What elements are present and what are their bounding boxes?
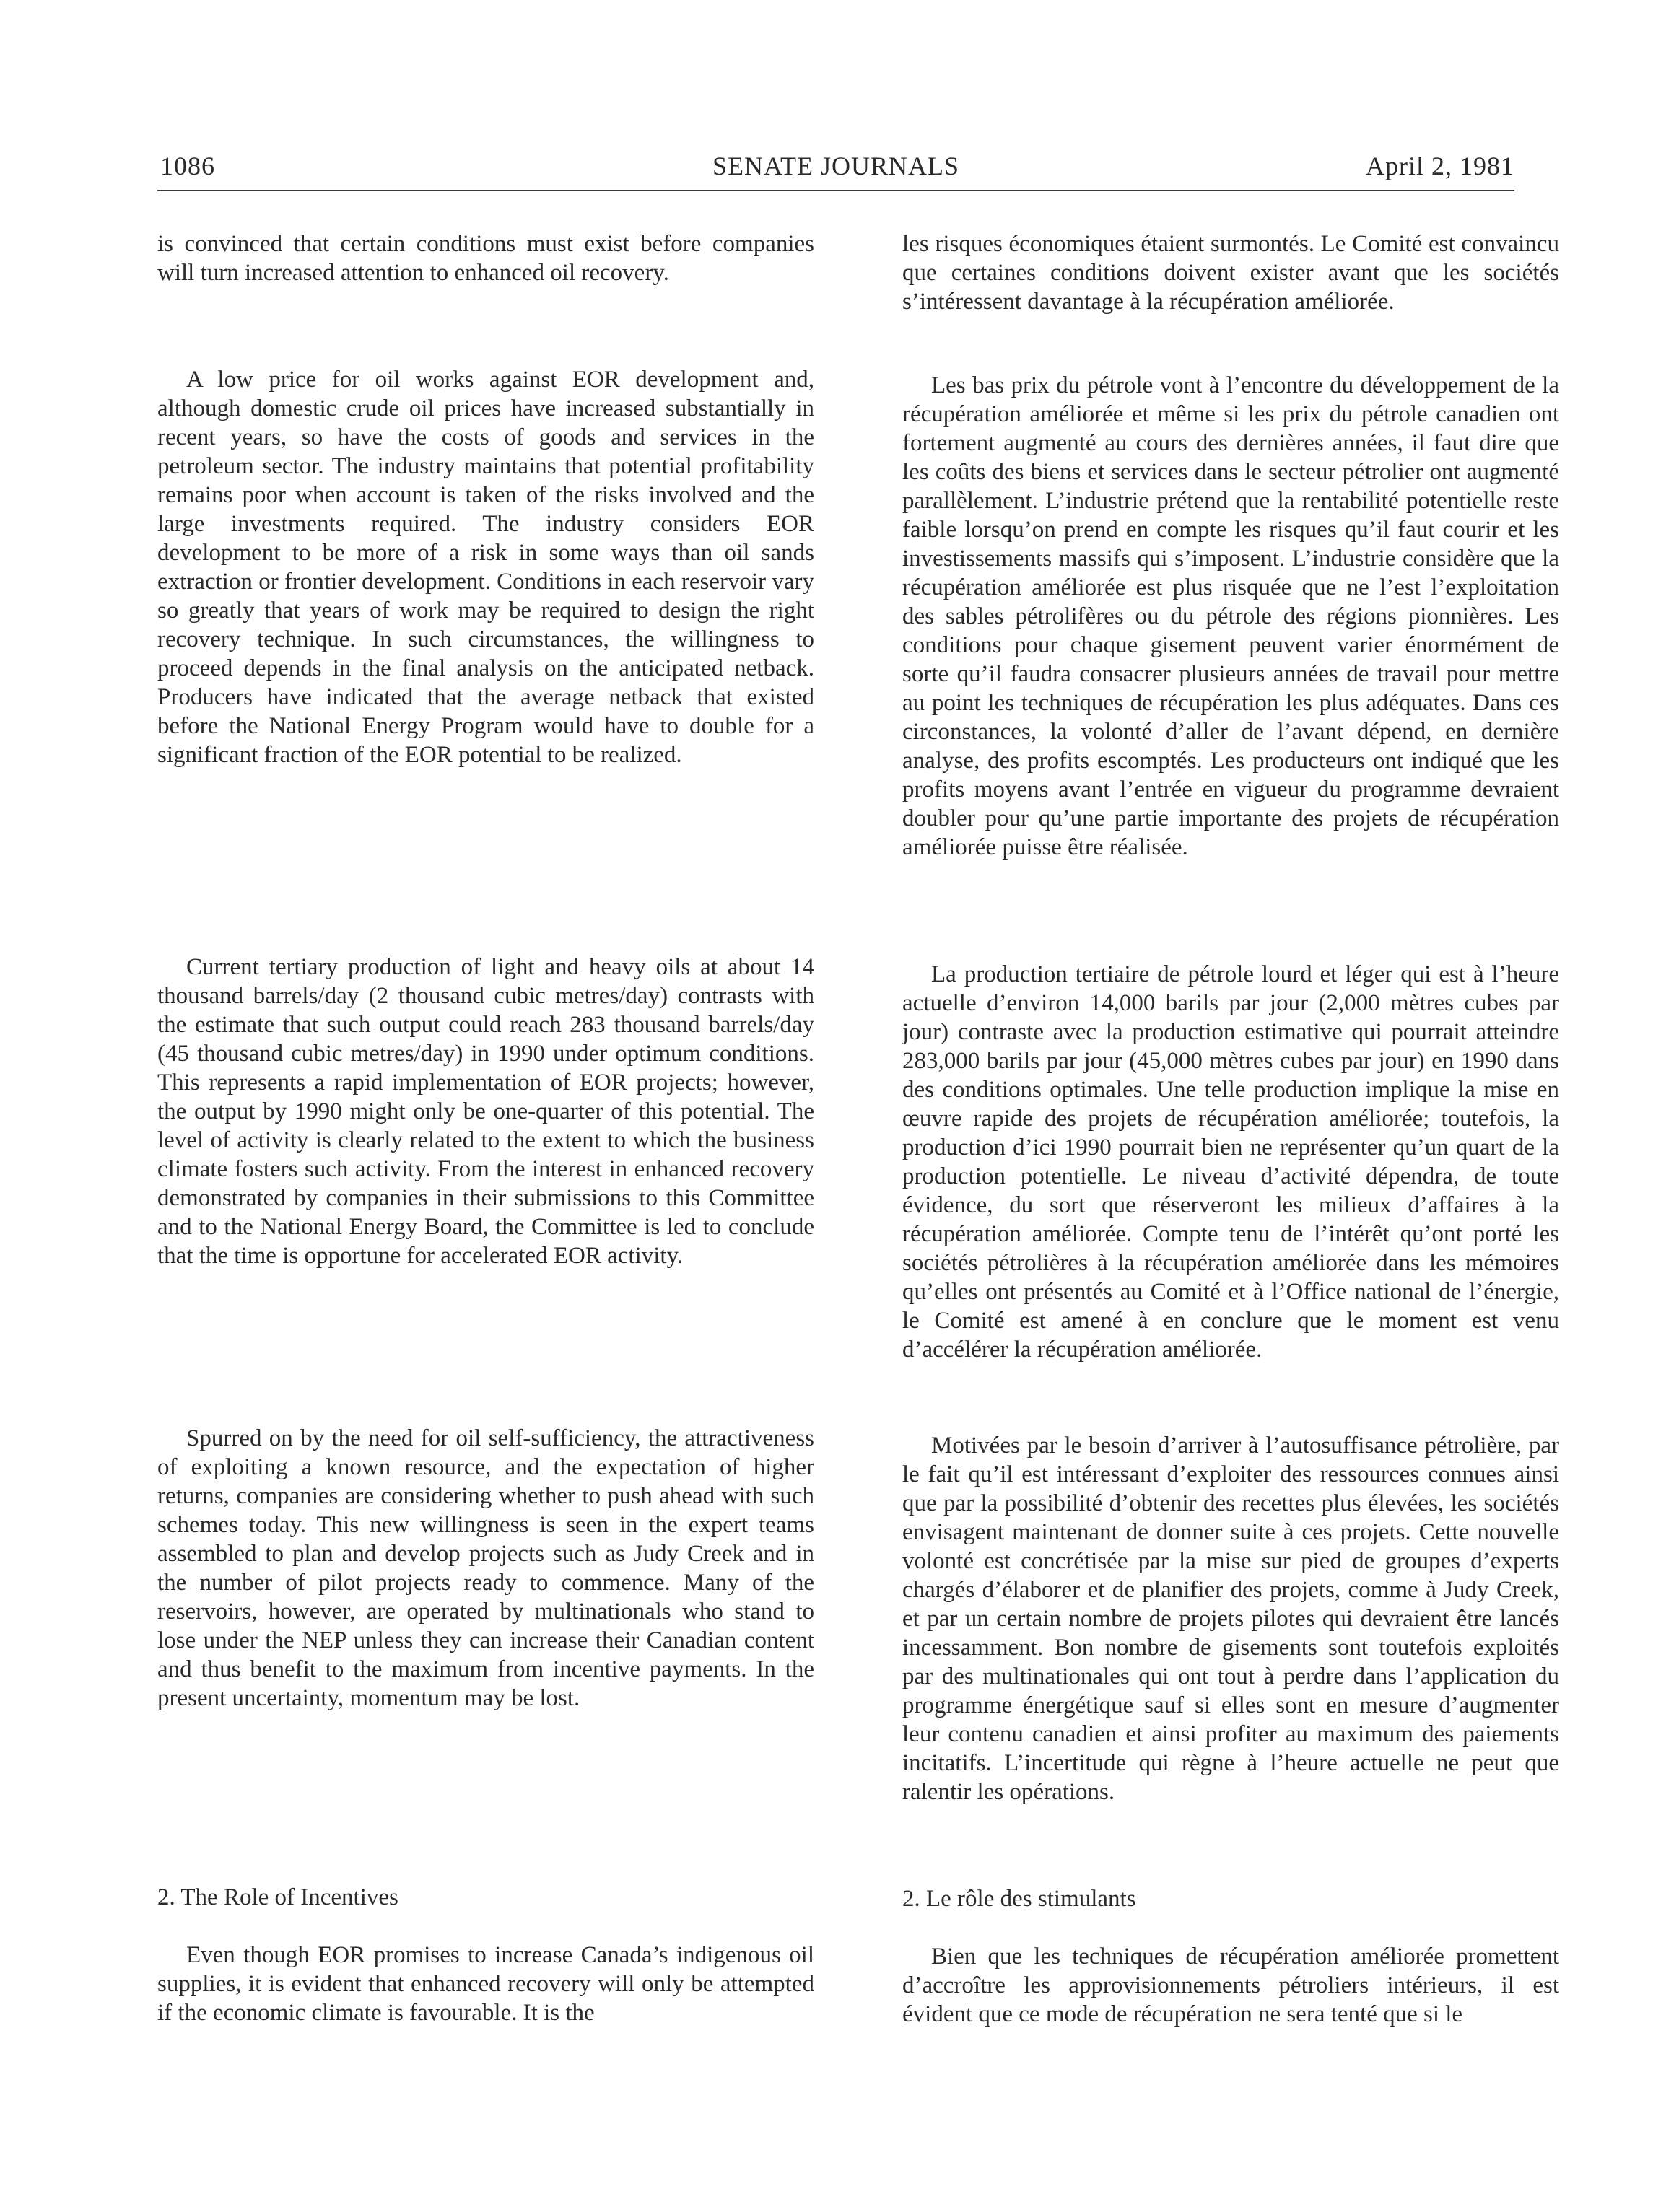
paragraph-fr-1: Les bas prix du pétrole vont à l’encontre du développement de la récupération améliorée et même si les prix du pétrole canadien ont fortement augmenté au cours des dernières années, il faut dire que les coûts des biens et services dans le secteur pétrolier ont augmenté parallèlement. L’industrie prétend que la rentabilité potentielle reste faible lorsqu’on prend en compte les risques qu’il faut courir et les investissements massifs qui s’imposent. L’industrie considère que la récupération améliorée est plus risquée que ne l’est l’exploitation des sables pétrolifères ou du pétrole des régions pionnières. Les conditions pour chaque gisement peuvent varier énormément de sorte qu’il faudra consacrer plusieurs années de travail pour mettre au point les techniques de récupération les plus adéquates. Dans ces circonstances, la volonté d’aller de l’avant dépend, en dernière analyse, des profits escomptés. Les producteurs ont indiqué que les profits moyens avant l’entrée en vigueur du programme devraient doubler pour qu’une partie importante des projets de récupération améliorée puisse être réalisée. — [902, 372, 1559, 860]
section-heading-en: 2. The Role of Incentives — [157, 1884, 398, 1910]
paragraph-en-2: Current tertiary production of light and heavy oils at about 14 thousand barrels/day (2 thousand cubic metres/day) contrasts with the estimate that such output could reach 283 thousand barrels/day (45 thousand cubic metres/day) in 1990 under optimum conditions. This represents a rapid implementation of EOR projects; however, the output by 1990 might only be one-quarter of this potential. The level of activity is clearly related to the extent to which the business climate fosters such activity. From the interest in enhanced recovery demonstrated by companies in their submissions to this Committee and to the National Energy Board, the Committee is led to conclude that the time is opportune for accelerated EOR activity. — [157, 954, 814, 1269]
page-date: April 2, 1981 — [1366, 152, 1514, 180]
paragraph-fr-0: les risques économiques étaient surmontés. Le Comité est convaincu que certaines conditions doivent exister avant que les sociétés s’intéressent davantage à la récupération améliorée. — [902, 231, 1559, 315]
paragraph-en-1: A low price for oil works against EOR development and, although domestic crude oil prices have increased substantially in recent years, so have the costs of goods and services in the petroleum sector. The industry maintains that potential profitability remains poor when account is taken of the risks involved and the large investments required. The industry considers EOR development to be more of a risk in some ways than oil sands extraction or frontier development. Conditions in each reservoir vary so greatly that years of work may be required to design the right recovery technique. In such circumstances, the willingness to proceed depends in the final analysis on the anticipated netback. Producers have indicated that the average netback that existed before the National Energy Program would have to double for a significant fraction of the EOR potential to be realized. — [157, 367, 814, 768]
paragraph-fr-2: La production tertiaire de pétrole lourd et léger qui est à l’heure actuelle d’environ 14,000 barils par jour (2,000 mètres cubes par jour) contraste avec la production estimative qui pourrait atteindre 283,000 barils par jour (45,000 mètres cubes par jour) en 1990 dans des conditions optimales. Une telle production implique la mise en œuvre rapide des projets de récupération améliorée; toutefois, la production d’ici 1990 pourrait bien ne représenter qu’un quart de la production potentielle. Le niveau d’activité dépendra, de toute évidence, du sort que réserveront les milieux d’affaires à la récupération améliorée. Compte tenu de l’intérêt qu’ont porté les sociétés pétrolières à la récupération améliorée dans les mémoires qu’elles ont présentés au Comité et à l’Office national de l’énergie, le Comité est amené à en conclure que le moment est venu d’accélérer la récupération améliorée. — [902, 961, 1559, 1363]
paragraph-fr-4: Bien que les techniques de récupération améliorée promettent d’accroître les approvisionnements pétroliers intérieurs, il est évident que ce mode de récupération ne sera tenté que si le — [902, 1944, 1559, 2027]
paragraph-en-4: Even though EOR promises to increase Canada’s indigenous oil supplies, it is evident that enhanced recovery will only be attempted if the economic climate is favourable. It is the — [157, 1942, 814, 2026]
section-heading-fr: 2. Le rôle des stimulants — [902, 1886, 1136, 1912]
journal-title: SENATE JOURNALS — [712, 152, 960, 180]
page-number: 1086 — [160, 152, 215, 180]
paragraph-en-3: Spurred on by the need for oil self-sufficiency, the attractiveness of exploiting a known resource, and the expectation of higher returns, companies are considering whether to push ahead with such schemes today. This new willingness is seen in the expert teams assembled to plan and develop projects such as Judy Creek and in the number of pilot projects ready to commence. Many of the reservoirs, however, are operated by multinationals who stand to lose under the NEP unless they can increase their Canadian content and thus benefit to the maximum from incentive payments. In the present uncertainty, momentum may be lost. — [157, 1425, 814, 1711]
paragraph-fr-3: Motivées par le besoin d’arriver à l’autosuffisance pétrolière, par le fait qu’il est intéressant d’exploiter des ressources connues ainsi que par la possibilité d’obtenir des recettes plus élevées, les sociétés envisagent maintenant de donner suite à ces projets. Cette nouvelle volonté est concrétisée par la mise sur pied de groupes d’experts chargés d’élaborer et de planifier des projets, comme à Judy Creek, et par un certain nombre de projets pilotes qui devraient être lancés incessamment. Bon nombre de gisements sont toutefois exploités par des multinationales qui ont tout à perdre dans l’application du programme énergétique sauf si elles sont en mesure d’augmenter leur contenu canadien et ainsi profiter au maximum des paiements incitatifs. L’incertitude qui règne à l’heure actuelle ne peut que ralentir les opérations. — [902, 1433, 1559, 1805]
paragraph-en-0: is convinced that certain conditions must exist before companies will turn increased attention to enhanced oil recovery. — [157, 231, 814, 286]
page-header — [157, 148, 1514, 191]
